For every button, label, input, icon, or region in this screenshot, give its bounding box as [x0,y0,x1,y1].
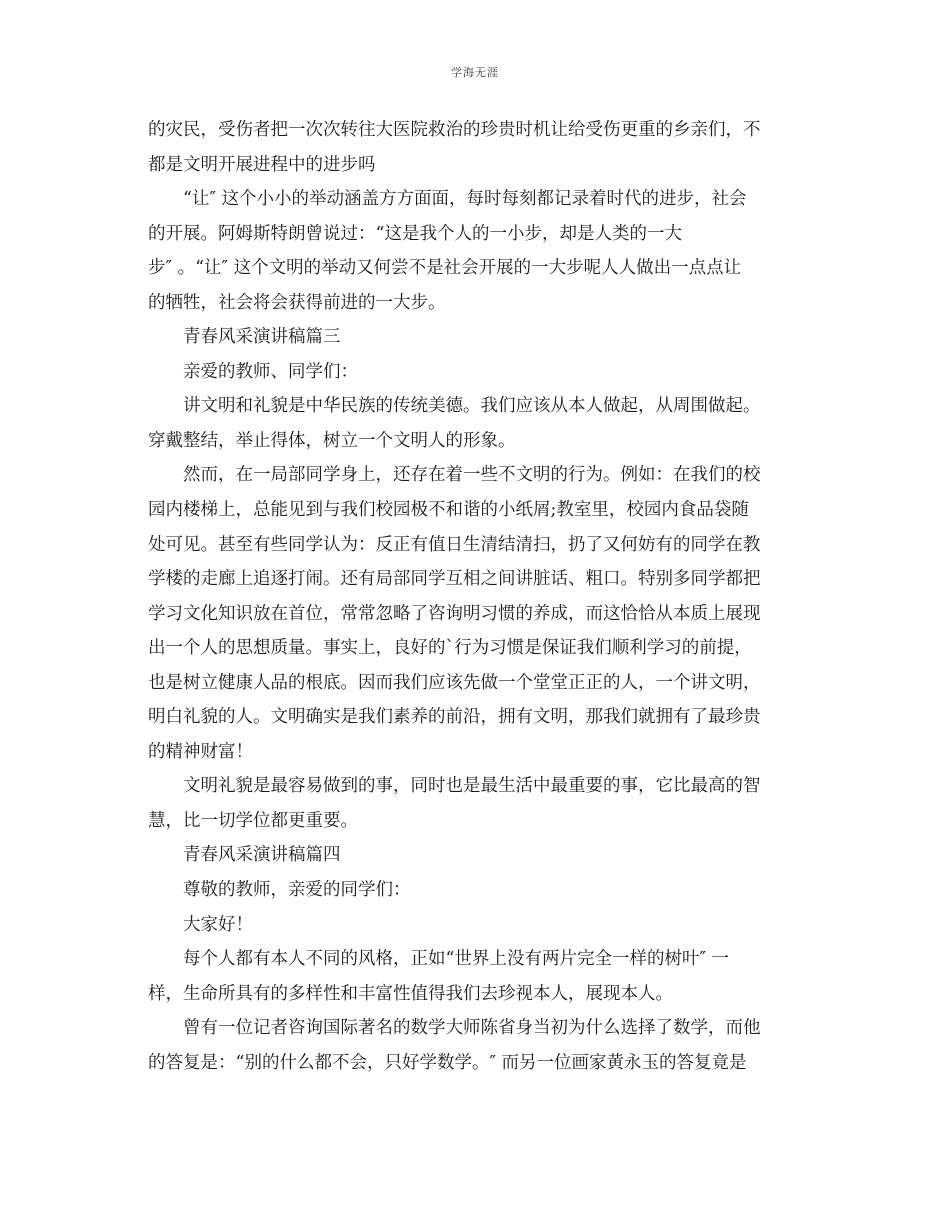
text-line: 然而，在一局部同学身上，还存在着一些不文明的行为。例如：在我们的校 [183,465,761,486]
text-line: 的开展。阿姆斯特朗曾说过：“这是我个人的一小步，却是人类的一大 [148,223,682,244]
text-line: 步″ 。“让″ 这个文明的举动又何尝不是社会开展的一大步呢人人做出一点点让 [148,258,742,279]
text-line: 每个人都有本人不同的风格，正如“世界上没有两片完全一样的树叶″ 一 [183,949,730,970]
text-line: 样，生命所具有的多样性和丰富性值得我们去珍视本人，展现本人。 [148,983,673,1004]
text-line: 明白礼貌的人。文明确实是我们素养的前沿，拥有文明，那我们就拥有了最珍贵 [148,707,761,728]
text-line: “让″ 这个小小的举动涵盖方方面面，每时每刻都记录着时代的进步，社会 [183,189,747,210]
text-line: 园内楼梯上，总能见到与我们校园极不和谐的小纸屑;教室里，校园内食品袋随 [148,500,749,521]
text-line: 讲文明和礼貌是中华民族的传统美德。我们应该从本人做起，从周围做起。 [183,396,761,417]
text-line: 文明礼貌是最容易做到的事，同时也是最生活中最重要的事，它比最高的智 [183,776,761,797]
text-line: 出一个人的思想质量。事实上，良好的`行为习惯是保证我们顺利学习的前提， [148,638,752,659]
text-line: 青春风采演讲稿篇三 [183,327,341,348]
text-line: 都是文明开展进程中的进步吗 [148,154,376,175]
text-line: 的答复是：“别的什么都不会，只好学数学。″ 而另一位画家黄永玉的答复竟是 [148,1052,747,1073]
text-line: 穿戴整结，举止得体，树立一个文明人的形象。 [148,430,516,451]
text-line: 大家好！ [183,914,253,935]
text-line: 的精神财富！ [148,741,253,762]
text-line: 的灾民，受伤者把一次次转往大医院救治的珍贵时机让给受伤更重的乡亲们，不 [148,120,761,140]
text-line: 的牺牲，社会将会获得前进的一大步。 [148,292,446,313]
text-line: 处可见。甚至有些同学认为：反正有值日生清结清扫，扔了又何妨有的同学在教 [148,534,761,555]
text-line: 青春风采演讲稿篇四 [183,845,341,866]
text-line: 曾有一位记者咨询国际著名的数学大师陈省身当初为什么选择了数学，而他 [183,1018,761,1039]
text-line: 慧，比一切学位都更重要。 [148,810,358,831]
text-line: 学楼的走廊上追逐打闹。还有局部同学互相之间讲脏话、粗口。特别多同学都把 [148,569,761,590]
document-body [148,113,800,1080]
text-line: 尊敬的教师，亲爱的同学们： [183,880,411,901]
text-line: 亲爱的教师、同学们： [183,361,358,382]
page-header: 学海无涯 [451,66,499,79]
text-line: 也是树立健康人品的根底。因而我们应该先做一个堂堂正正的人，一个讲文明， [148,672,761,693]
text-line: 学习文化知识放在首位，常常忽略了咨询明习惯的养成，而这恰恰从本质上展现 [148,603,761,624]
